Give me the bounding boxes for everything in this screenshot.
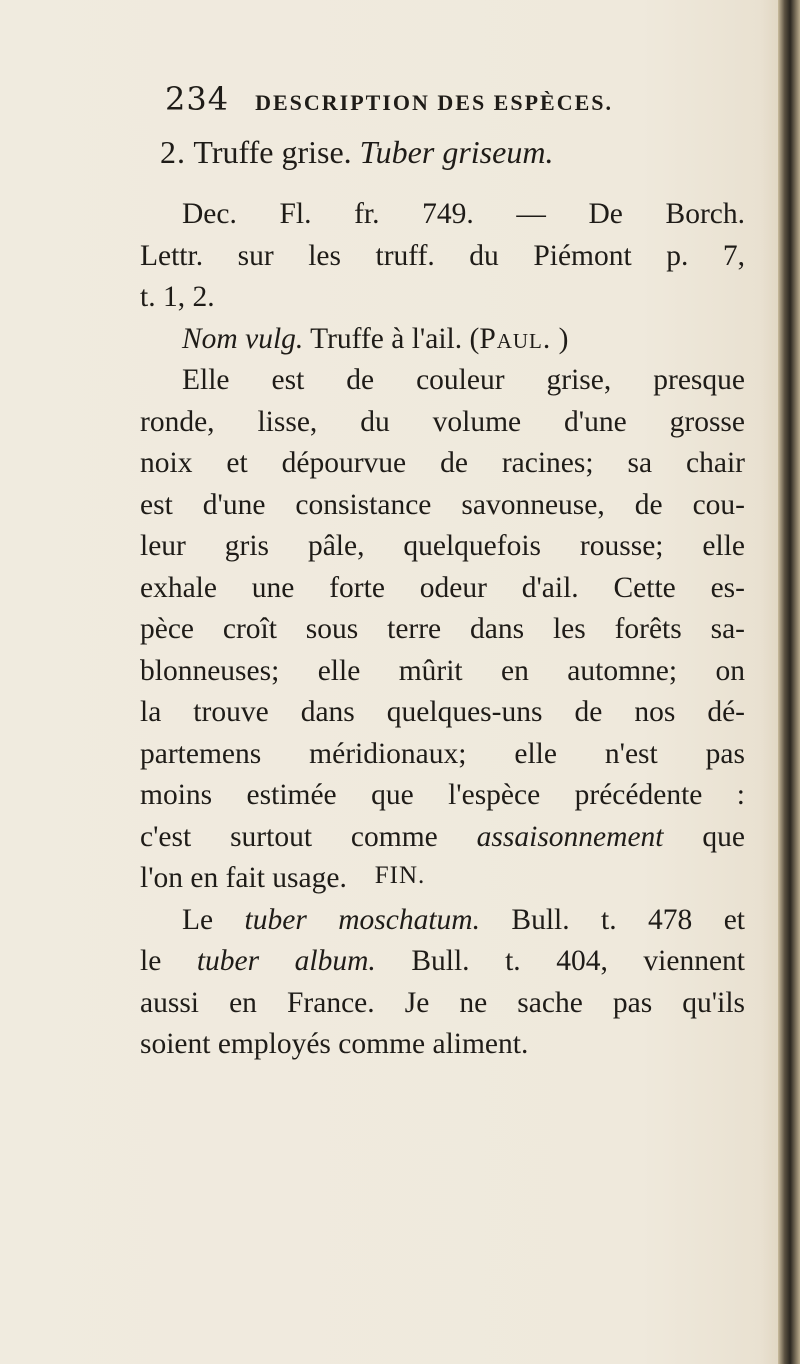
description-paragraph	[140, 360, 745, 900]
description-line: est d'une consistance savonneuse, de cou-	[140, 488, 745, 521]
related-text: Bull. t. 478 et	[480, 903, 745, 936]
description-line: exhale une forte odeur d'ail. Cette es-	[140, 571, 745, 604]
page-content	[140, 130, 745, 1066]
species-number: 2.	[160, 134, 186, 170]
usage-text-after: que	[663, 820, 745, 853]
species-heading	[140, 130, 745, 174]
reference-line: Dec. Fl. fr. 749. — De Borch.	[182, 198, 745, 230]
related-latin-name: tuber moschatum.	[244, 903, 480, 936]
related-species-paragraph	[140, 900, 745, 1066]
description-line: moins estimée que l'espèce précédente :	[140, 779, 745, 811]
related-line: soient employés comme aliment.	[140, 1028, 529, 1060]
related-text: Le	[182, 903, 245, 936]
usage-text-italic: assaisonnement	[476, 820, 664, 853]
description-line: partemens méridionaux; elle n'est pas	[140, 737, 745, 770]
description-line: ronde, lisse, du volume d'une grosse	[140, 405, 745, 438]
description-line	[140, 817, 745, 859]
description-line: blonneuses; elle mûrit en automne; on	[140, 654, 745, 687]
vernacular-name-line	[140, 319, 745, 361]
description-line: leur gris pâle, quelquefois rousse; elle	[140, 530, 745, 562]
page-binding-edge	[778, 0, 800, 1364]
related-latin-name: tuber album.	[196, 945, 376, 977]
fin-marker: FIN.	[374, 862, 426, 889]
related-text: Bull. t. 404, viennent	[375, 945, 745, 977]
references-block	[140, 194, 745, 319]
description-line: Elle est de couleur grise, presque	[182, 364, 745, 396]
species-common-name: Truffe grise.	[193, 134, 352, 170]
vernacular-close: )	[558, 322, 569, 355]
description-line: pèce croît sous terre dans les forêts sa-	[140, 613, 745, 645]
reference-line: t. 1, 2.	[140, 281, 215, 313]
description-line: la trouve dans quelques-uns de nos dé-	[140, 696, 745, 728]
related-line	[140, 900, 745, 942]
related-line: aussi en France. Je ne sache pas qu'ils	[140, 986, 745, 1019]
running-title: DESCRIPTION DES ESPÈCES.	[255, 90, 614, 115]
usage-text-before: c'est surtout comme	[140, 820, 477, 853]
page-number: 234	[165, 80, 230, 118]
description-line: noix et dépourvue de racines; sa chair	[140, 447, 745, 479]
related-text: le	[140, 945, 197, 977]
species-latin-name: Tuber griseum.	[359, 134, 554, 170]
description-line: l'on en fait usage.	[140, 862, 347, 894]
related-line	[140, 941, 745, 983]
vernacular-author: Paul.	[479, 322, 552, 355]
vernacular-text: Truffe à l'ail. (	[310, 322, 480, 355]
vernacular-label: Nom vulg.	[182, 322, 304, 355]
reference-line: Lettr. sur les truff. du Piémont p. 7,	[140, 239, 745, 272]
running-head	[165, 80, 685, 124]
